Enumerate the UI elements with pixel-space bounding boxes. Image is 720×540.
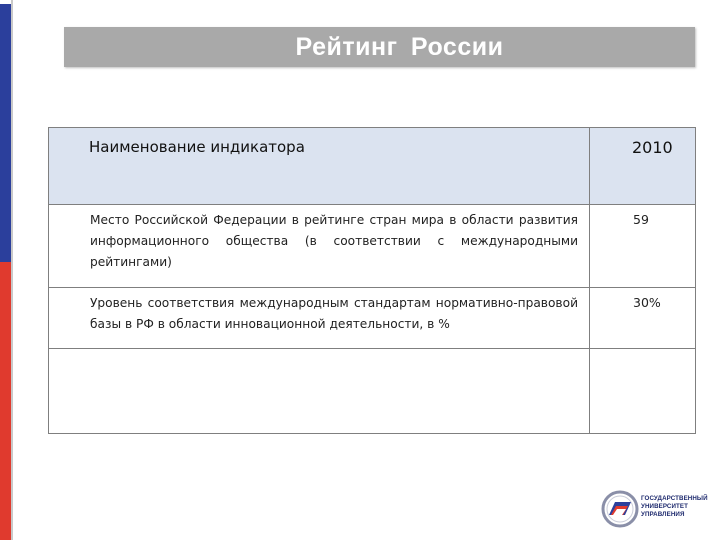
logo-line: УПРАВЛЕНИЯ xyxy=(641,511,685,518)
stripe-divider xyxy=(11,0,13,540)
indicator-table xyxy=(48,127,696,434)
university-emblem-icon xyxy=(601,490,639,528)
row-name-cell xyxy=(49,288,590,349)
row-name-cell xyxy=(49,205,590,288)
university-logo xyxy=(601,490,711,530)
slide-title-bar xyxy=(64,27,695,67)
table-row xyxy=(49,288,696,349)
row-name: Уровень соответствия международным стандартам нормативно-правовой базы в РФ в области инновационной деятельности, в % xyxy=(90,296,578,331)
header-year: 2010 xyxy=(590,128,696,205)
row-value: 59 xyxy=(633,212,649,227)
row-value xyxy=(591,350,694,356)
row-name: Место Российской Федерации в рейтинге стран мира в области развития информационного общества (в соответствии с международными рейтингами) xyxy=(90,213,578,269)
row-value-cell xyxy=(590,288,696,349)
slide-title: Рейтинг России xyxy=(295,32,504,61)
logo-line: УНИВЕРСИТЕТ xyxy=(641,503,689,510)
row-value-cell xyxy=(590,349,696,434)
stripe-red xyxy=(0,262,11,540)
stripe-blue xyxy=(0,4,11,262)
header-indicator-name: Наименование индикатора xyxy=(49,128,590,205)
logo-line: ГОСУДАРСТВЕННЫЙ xyxy=(641,495,708,502)
row-value-cell xyxy=(590,205,696,288)
table-header-row xyxy=(49,128,696,205)
row-name-cell xyxy=(49,349,590,434)
table-row xyxy=(49,205,696,288)
row-value: 30% xyxy=(633,295,661,310)
row-name xyxy=(50,350,588,360)
tricolor-stripe xyxy=(0,0,11,540)
logo-text xyxy=(641,495,713,519)
table-row-empty xyxy=(49,349,696,434)
